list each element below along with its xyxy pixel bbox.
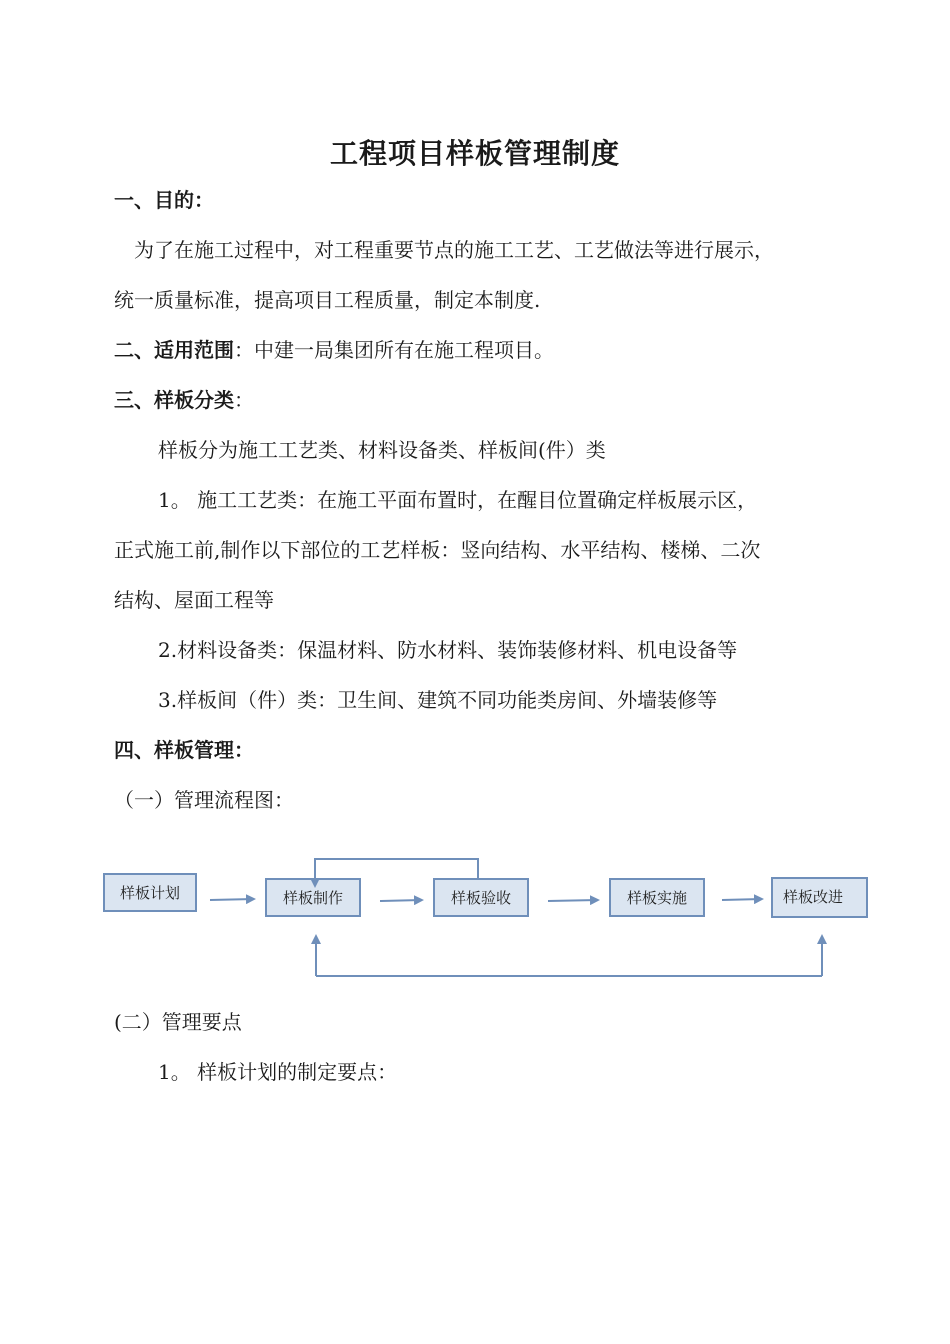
flow-arrow-make-to-accept — [380, 900, 422, 901]
section-3-item-1-line-2: 正式施工前,制作以下部位的工艺样板：竖向结构、水平结构、楼梯、二次 — [114, 538, 761, 562]
section-3-item-3: 3.样板间（件）类：卫生间、建筑不同功能类房间、外墙装修等 — [158, 688, 718, 712]
section-3-heading-line — [114, 386, 844, 414]
section-3-heading-colon: ： — [234, 388, 254, 412]
section-3-heading: 三、样板分类 — [114, 388, 234, 412]
document-title: 工程项目样板管理制度 — [329, 137, 620, 170]
section-2-body: ：中建一局集团所有在施工程项目。 — [234, 338, 554, 362]
section-1-body-line-1: 为了在施工过程中，对工程重要节点的施工工艺、工艺做法等进行展示， — [134, 238, 774, 262]
flow-box-plan — [104, 874, 196, 911]
flow-box-improve-label: 样板改进 — [782, 888, 844, 906]
flow-box-accept-label: 样板验收 — [450, 889, 512, 907]
flow-box-make-label: 样板制作 — [282, 889, 344, 907]
flow-box-accept — [434, 879, 528, 916]
flow-arrow-plan-to-make — [210, 899, 254, 900]
section-2-heading: 二、适用范围 — [114, 338, 234, 362]
flow-box-improve — [772, 878, 867, 917]
flow-box-implement-label: 样板实施 — [626, 889, 688, 907]
flow-box-implement — [610, 879, 704, 916]
flow-arrow-accept-to-implement — [548, 900, 598, 901]
section-3-item-1-line-3: 结构、屋面工程等 — [114, 588, 274, 612]
flow-arrow-implement-to-improve — [722, 899, 762, 900]
management-flowchart — [0, 850, 950, 990]
section-3-item-1-line-1: 1。 施工工艺类：在施工平面布置时，在醒目位置确定样板展示区， — [158, 488, 758, 512]
flow-box-make — [266, 879, 360, 916]
section-4-sub2-item-1: 1。 样板计划的制定要点： — [158, 1060, 398, 1084]
section-1-heading: 一、目的： — [114, 188, 214, 212]
section-3-item-2: 2.材料设备类：保温材料、防水材料、装饰装修材料、机电设备等 — [158, 638, 738, 662]
section-4-subheading-2: (二）管理要点 — [114, 1010, 242, 1034]
section-2 — [114, 336, 844, 364]
section-3-intro: 样板分为施工工艺类、材料设备类、样板间(件）类 — [158, 438, 606, 462]
flow-box-plan-label: 样板计划 — [119, 884, 181, 902]
section-1-body-line-2: 统一质量标准，提高项目工程质量，制定本制度. — [114, 288, 541, 312]
section-4-subheading-1: （一）管理流程图： — [114, 788, 294, 812]
section-4-heading: 四、样板管理： — [114, 738, 254, 762]
